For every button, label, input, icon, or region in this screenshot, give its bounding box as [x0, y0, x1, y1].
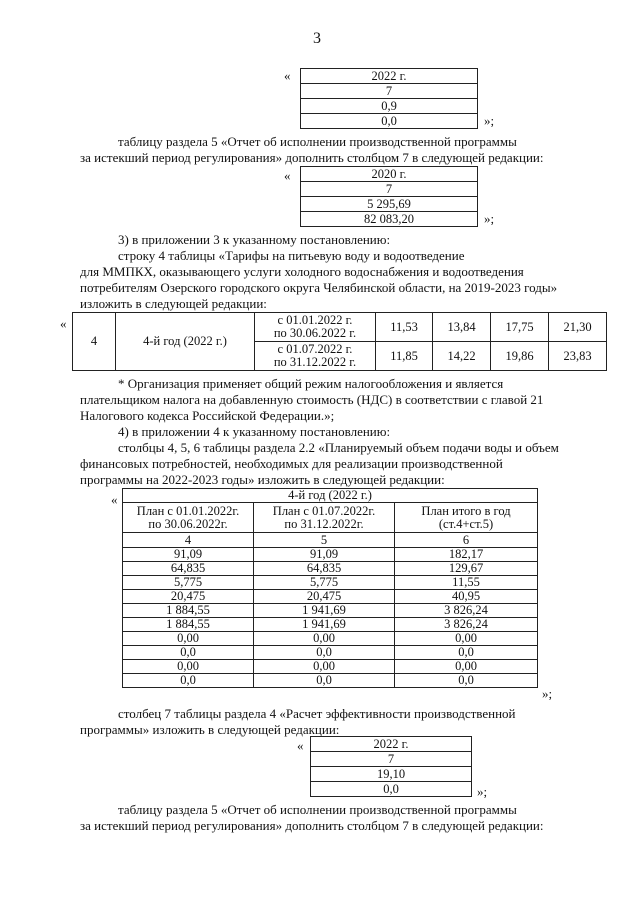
- table-cell: 7: [301, 84, 478, 99]
- table-row: 20,475 20,475 40,95: [123, 590, 538, 604]
- open-quote: «: [60, 316, 67, 331]
- column-number: 4: [123, 533, 254, 548]
- table-water-volume: [122, 488, 538, 688]
- table-cell: 2022 г.: [311, 737, 472, 752]
- row-number: 4: [73, 313, 116, 371]
- table-row: 64,835 64,835 129,67: [123, 562, 538, 576]
- item-3-heading: 3) в приложении 3 к указанному постановлению:: [118, 232, 391, 247]
- table-cell: 14,22: [433, 342, 491, 371]
- column-number: 5: [254, 533, 395, 548]
- table-cell: 11,53: [376, 313, 433, 342]
- year-label: 4-й год (2022 г.): [116, 313, 255, 371]
- close-quote: »;: [477, 784, 488, 799]
- paragraph-tariffs: строку 4 таблицы «Тарифы на питьевую воду и водоотведение для ММПКХ, оказывающего услуги холодного водоснабжения и водоотведения потребителям Озерского городского округа Челябинской области, на 2019-2023 годы» изложить в следующей редакции:: [80, 248, 558, 311]
- paragraph-report-table: таблицу раздела 5 «Отчет об исполнении производственной программы за истекший период регулирования» дополнить столбцом 7 в следующей редакции:: [80, 134, 544, 165]
- column-header: План с 01.01.2022г. по 30.06.2022г.: [123, 503, 254, 533]
- table-cell: 82 083,20: [301, 212, 478, 227]
- period-cell: с 01.07.2022 г. по 31.12.2022 г.: [255, 342, 376, 371]
- table-row: 0,0 0,0 0,0: [123, 674, 538, 688]
- open-quote: «: [111, 492, 118, 507]
- table-row: 1 884,55 1 941,69 3 826,24: [123, 604, 538, 618]
- column-number: 6: [395, 533, 538, 548]
- close-quote: »;: [484, 211, 495, 226]
- table-cell: 19,86: [491, 342, 549, 371]
- close-quote: »;: [484, 113, 495, 128]
- table-tariffs-row-4: [72, 312, 607, 371]
- paragraph-efficiency: столбец 7 таблицы раздела 4 «Расчет эффективности производственной программы» изложить в следующей редакции:: [80, 706, 516, 737]
- table-row: 1 884,55 1 941,69 3 826,24: [123, 618, 538, 632]
- table-cell: 19,10: [311, 767, 472, 782]
- item-4-heading: 4) в приложении 4 к указанному постановлению:: [118, 424, 391, 439]
- table-column-7-b: [300, 166, 478, 227]
- table-cell: 17,75: [491, 313, 549, 342]
- table-row: 0,00 0,00 0,00: [123, 660, 538, 674]
- open-quote: «: [284, 68, 291, 83]
- table-cell: 11,85: [376, 342, 433, 371]
- table-row: 91,09 91,09 182,17: [123, 548, 538, 562]
- table-cell: 7: [301, 182, 478, 197]
- table-cell: 23,83: [549, 342, 607, 371]
- open-quote: «: [284, 168, 291, 183]
- paragraph-water-volume: столбцы 4, 5, 6 таблицы раздела 2.2 «Планируемый объем подачи воды и объем финансовых потребностей, необходимых для реализации производственной программы на 2022-2023 годы» изложить в следующей редакции:: [80, 440, 559, 487]
- table-cell: 0,0: [301, 114, 478, 129]
- table-cell: 5 295,69: [301, 197, 478, 212]
- table-cell: 21,30: [549, 313, 607, 342]
- table-column-7-c: [310, 736, 472, 797]
- table-header: 4-й год (2022 г.): [123, 489, 538, 503]
- table-row: 0,00 0,00 0,00: [123, 632, 538, 646]
- table-column-7-a: [300, 68, 478, 129]
- page-number: 3: [313, 30, 321, 47]
- paragraph-report-table-2: таблицу раздела 5 «Отчет об исполнении производственной программы за истекший период регулирования» дополнить столбцом 7 в следующей редакции:: [80, 802, 544, 833]
- column-header: План с 01.07.2022г. по 31.12.2022г.: [254, 503, 395, 533]
- close-quote: »;: [542, 686, 553, 701]
- table-cell: 0,0: [311, 782, 472, 797]
- period-cell: с 01.01.2022 г. по 30.06.2022 г.: [255, 313, 376, 342]
- table-cell: 2020 г.: [301, 167, 478, 182]
- column-header: План итого в год (ст.4+ст.5): [395, 503, 538, 533]
- table-cell: 13,84: [433, 313, 491, 342]
- table-cell: 2022 г.: [301, 69, 478, 84]
- footnote: * Организация применяет общий режим налогообложения и является плательщиком налога на добавленную стоимость (НДС) в соответствии с главой 21 Налогового кодекса Российской Федерации.»;: [80, 376, 544, 423]
- table-row: 5,775 5,775 11,55: [123, 576, 538, 590]
- table-cell: 0,9: [301, 99, 478, 114]
- table-cell: 7: [311, 752, 472, 767]
- table-row: 0,0 0,0 0,0: [123, 646, 538, 660]
- open-quote: «: [297, 738, 304, 753]
